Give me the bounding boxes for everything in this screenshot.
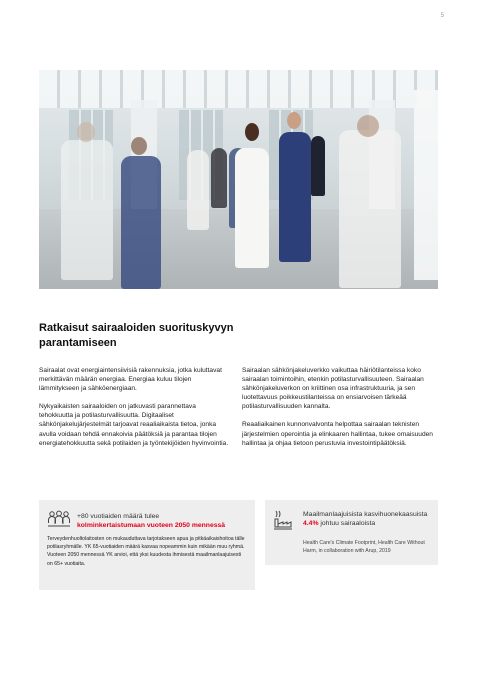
hero-person-head [77,122,95,142]
hero-person-blur [187,150,209,230]
left-column [39,366,229,457]
stat-note: Terveydenhuoltolaitosten on mukauduttava tarjotakseen apua ja pitkäaikaishoitoa tälle potilasryhmälle. YK 65-vuotiaiden määrä kasvaa nopeammin kuin mikään muu ryhmä. Vuoteen 2050 mennessä YK arvioi, että yksi kuudesta ihmisestä maailmanlaajuisesti on 65+ vuotiaita. [47,536,245,567]
hero-person-blur [339,130,401,288]
stat-box-ageing [39,500,255,590]
hero-person-blur [121,156,161,289]
stat-box-emissions [265,500,438,565]
paragraph: Sairaalan sähkönjakeluverkko vaikuttaa häiriötilanteissa koko sairaalan toimintoihin, etenkin potilasturvallisuuteen. Sairaalan sähkönjakeluverkon on kriittinen osa infrastruktuuria, ja sen luotettavuus poikkeustilanteissa on ensiarvoisen tärkeää potilasturvallisuuden kannalta. [242,367,424,411]
stat-line: +80 vuotiaiden määrä tulee [77,513,160,520]
stat-line [303,519,438,528]
factory-emissions-icon [273,509,293,531]
paragraph: Sairaalat ovat energiaintensiivisiä rakennuksia, jotka kuluttavat merkittävän määrän energiaa. Energiaa kuluu tilojen lämmitykseen ja sähköenergiaan. [39,367,222,393]
stat-text [303,510,438,528]
right-column [242,366,440,457]
stat-line-rest: johtuu sairaaloista [318,520,376,527]
hero-image [39,70,438,289]
hero-doctor [235,148,269,268]
people-group-icon [47,510,71,528]
hero-person-blur [211,148,227,208]
hero-doctor-head [245,123,259,141]
paragraph: Nykyaikaisten sairaaloiden on jatkuvasti parannettava tehokkuutta ja potilasturvallisuutta. Digitaaliset sähkönjakelujärjestelmät tarjoavat reaaliaikaista tietoa, jonka avulla voidaan tehdä ennakoivia päätöksiä ja parantaa tilojen energiatehokkuutta sekä potilaiden ja työntekijöiden hyvinvointia. [39,403,229,447]
hero-person-head [131,137,147,155]
hero-person-suit [311,136,325,196]
hero-nurse-head [287,112,301,129]
section-heading: Ratkaisut sairaaloiden suorituskyvyn parantamiseen [39,322,234,349]
hero-pillar [414,90,438,280]
stat-highlight: kolminkertaistumaan vuoteen 2050 mennessä [77,522,226,529]
hero-person-blur [61,140,113,280]
stat-source: Health Care's Climate Footprint, Health Care Without Harm, in collaboration with Arup, 2019 [303,540,425,555]
stat-line: Maailmanlaajuisista kasvihuonekaasuista [303,511,428,518]
stat-text [77,512,253,530]
page-number: 5 [440,13,444,19]
stat-highlight: 4.4% [303,520,319,527]
hero-person-head [357,115,379,137]
paragraph: Reaaliaikainen kunnonvalvonta helpottaa sairaalan teknisten järjestelmien operointia ja elinkaaren hallintaa, tukee omaisuuden hallintaa ja ohjaa tietoon perustuvia investointipäätöksiä. [242,421,433,447]
hero-nurse [279,132,311,262]
